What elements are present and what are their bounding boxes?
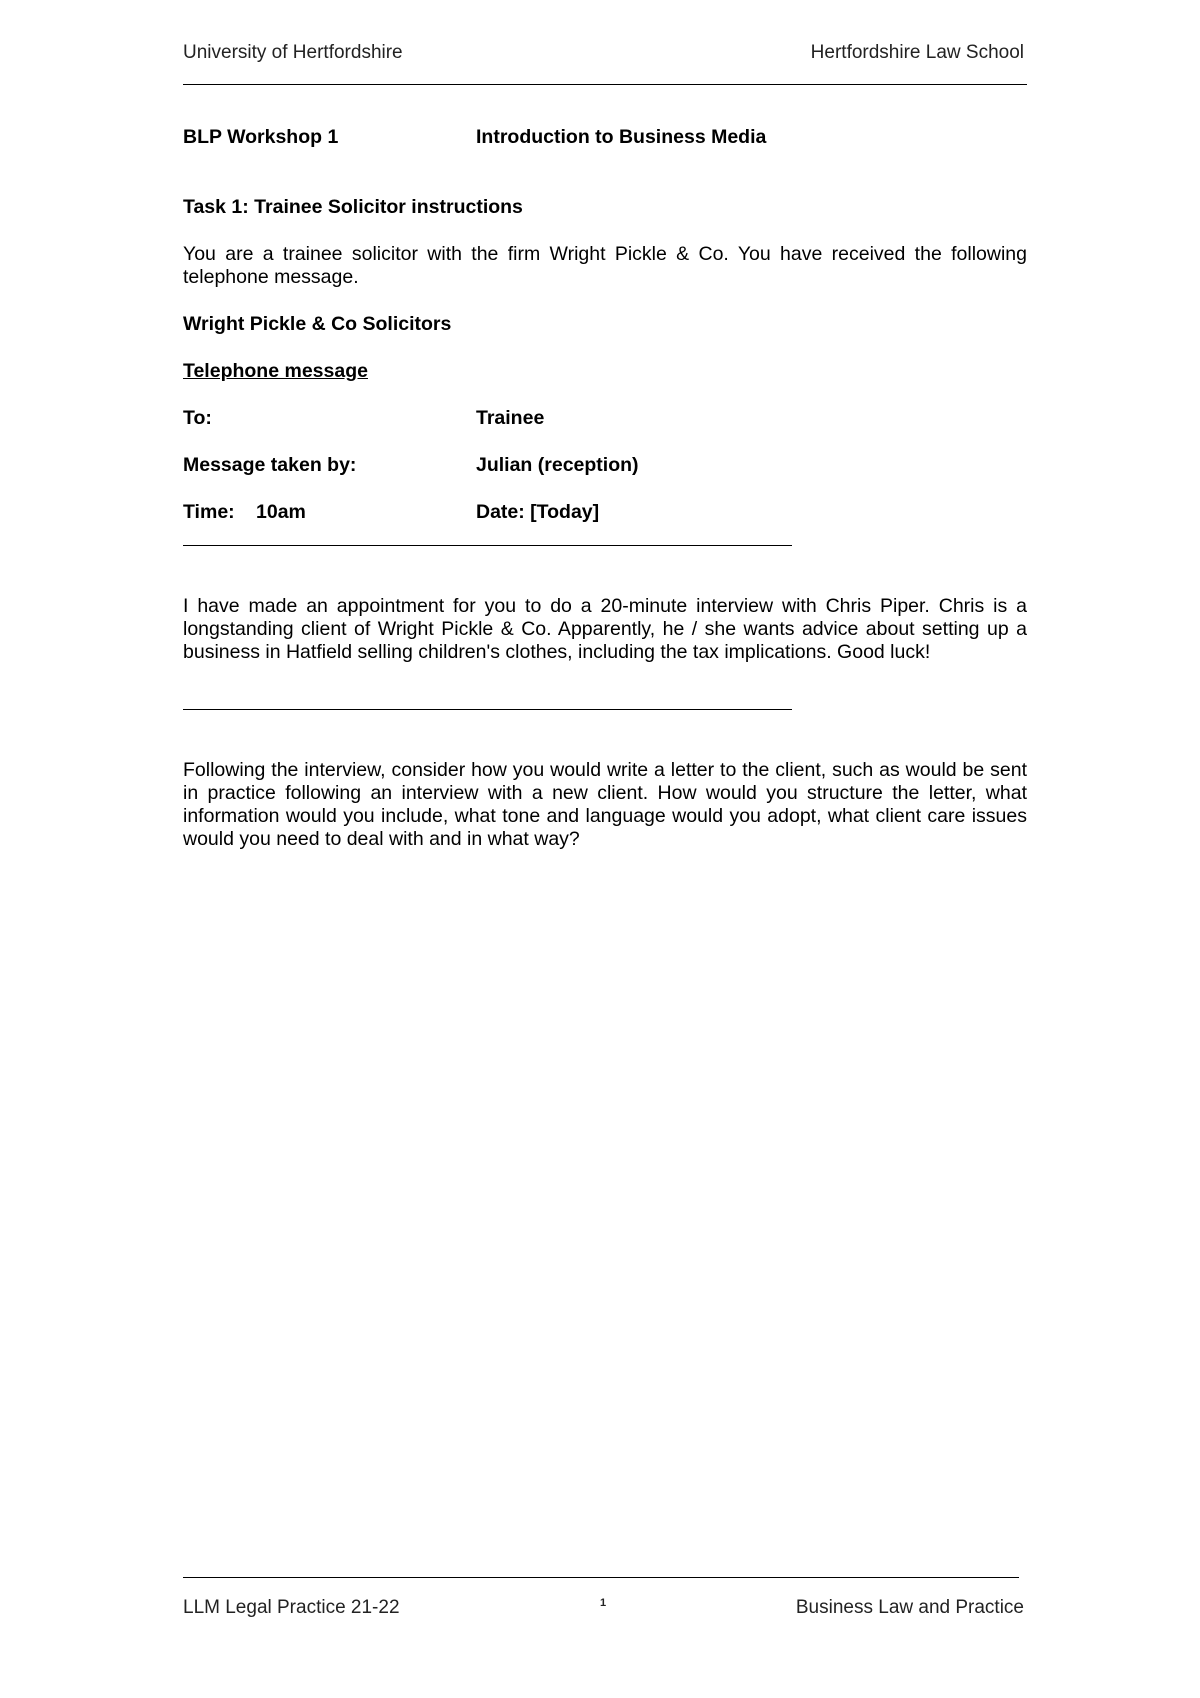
header-institution: University of Hertfordshire — [183, 42, 403, 63]
header-school: Hertfordshire Law School — [810, 42, 1024, 63]
task-intro: You are a trainee solicitor with the firm Wright Pickle & Co. You have received the following telephone message. — [183, 243, 1027, 288]
task-heading: Task 1: Trainee Solicitor instructions — [183, 196, 523, 218]
taken-by-value: Julian (reception) — [476, 454, 639, 476]
workshop-topic: Introduction to Business Media — [476, 126, 767, 148]
firm-name: Wright Pickle & Co Solicitors — [183, 313, 452, 335]
message-heading: Telephone message — [183, 360, 368, 382]
to-label: To: — [183, 407, 212, 429]
message-top-rule — [183, 545, 792, 546]
time-value: 10am — [256, 501, 306, 523]
message-body: I have made an appointment for you to do a 20-minute interview with Chris Piper. Chris is a longstanding client of Wright Pickle & Co. Apparently, he / she wants advice about setting up a business in Hatfield selling children's clothes, including the tax implications. Good luck! — [183, 595, 1027, 663]
footer-course: LLM Legal Practice 21-22 — [183, 1597, 400, 1618]
message-bottom-rule — [183, 709, 792, 710]
time-label: Time: — [183, 501, 235, 523]
page-number: 1 — [600, 1597, 607, 1609]
date-label: Date: [Today] — [476, 501, 600, 523]
workshop-title: BLP Workshop 1 — [183, 126, 339, 148]
footer-module: Business Law and Practice — [795, 1597, 1024, 1618]
followup-instructions: Following the interview, consider how you would write a letter to the client, such as would be sent in practice following an interview with a new client. How would you structure the letter, what information would you include, what tone and language would you adopt, what client care issues would you need to deal with and in what way? — [183, 759, 1027, 850]
header-rule — [183, 84, 1027, 85]
to-value: Trainee — [476, 407, 545, 429]
footer-rule — [183, 1577, 1019, 1578]
taken-by-label: Message taken by: — [183, 454, 357, 476]
